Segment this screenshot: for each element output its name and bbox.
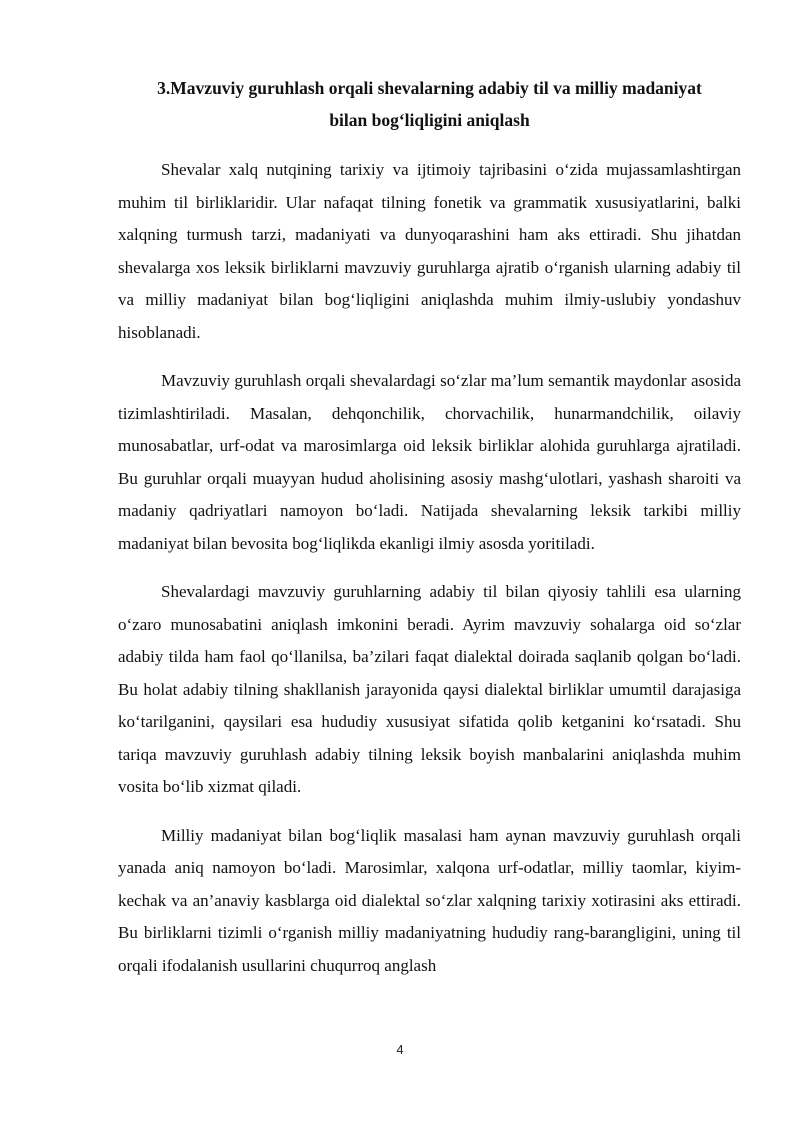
section-heading-line-1: 3.Mavzuviy guruhlash orqali shevalarning adabiy til va milliy madaniyat <box>157 78 702 98</box>
paragraph-4: Milliy madaniyat bilan bog‘liqlik masalasi ham aynan mavzuviy guruhlash orqali yanada aniq namoyon bo‘ladi. Marosimlar, xalqona urf-odatlar, milliy taomlar, kiyim-kechak va an’anaviy kasblarga oid dialektal so‘zlar xalqning tarixiy xotirasini aks ettiradi. Bu birliklarni tizimli o‘rganish milliy madaniyatning hududiy rang-barangligini, uning til orqali ifodalanish usullarini chuqurroq anglash <box>118 825 741 975</box>
section-heading-line-2: bilan bog‘liqligini aniqlash <box>329 110 530 130</box>
paragraph-3: Shevalardagi mavzuviy guruhlarning adabiy til bilan qiyosiy tahlili esa ularning o‘zaro munosabatini aniqlash imkonini beradi. Ayrim mavzuviy sohalarga oid so‘zlar adabiy tilda ham faol qo‘llanilsa, ba’zilari faqat dialektal doirada saqlanib qolgan bo‘ladi. Bu holat adabiy tilning shakllanish jarayonida qaysi dialektal birliklar umumtil darajasiga ko‘tarilganini, qaysilari esa hududiy xususiyat sifatida qolib ketganini ko‘rsatadi. Shu tariqa mavzuviy guruhlash adabiy tilning leksik boyish manbalarini aniqlashda muhim vosita bo‘lib xizmat qiladi. <box>118 582 741 796</box>
page-number: 4 <box>396 1042 404 1057</box>
body-text <box>118 154 741 998</box>
section-heading <box>118 72 741 136</box>
paragraph-1: Shevalar xalq nutqining tarixiy va ijtimoiy tajribasini o‘zida mujassamlashtirgan muhim til birliklaridir. Ular nafaqat tilning fonetik va grammatik xususiyatlarini, balki xalqning turmush tarzi, madaniyati va dunyoqarashini ham aks ettiradi. Shu jihatdan shevalarga xos leksik birliklarni mavzuviy guruhlarga ajratib o‘rganish ularning adabiy til va milliy madaniyat bilan bog‘liqligini aniqlashda muhim ilmiy-uslubiy yondashuv hisoblanadi. <box>118 160 741 342</box>
paragraph-2: Mavzuviy guruhlash orqali shevalardagi so‘zlar ma’lum semantik maydonlar asosida tizimlashtiriladi. Masalan, dehqonchilik, chorvachilik, hunarmandchilik, oilaviy munosabatlar, urf-odat va marosimlarga oid leksik birliklar alohida guruhlarga ajratiladi. Bu guruhlar orqali muayyan hudud aholisining asosiy mashg‘ulotlari, yashash sharoiti va madaniy qadriyatlari namoyon bo‘ladi. Natijada shevalarning leksik tarkibi milliy madaniyat bilan bevosita bog‘liqlikda ekanligi ilmiy asosda yoritiladi. <box>118 371 741 553</box>
